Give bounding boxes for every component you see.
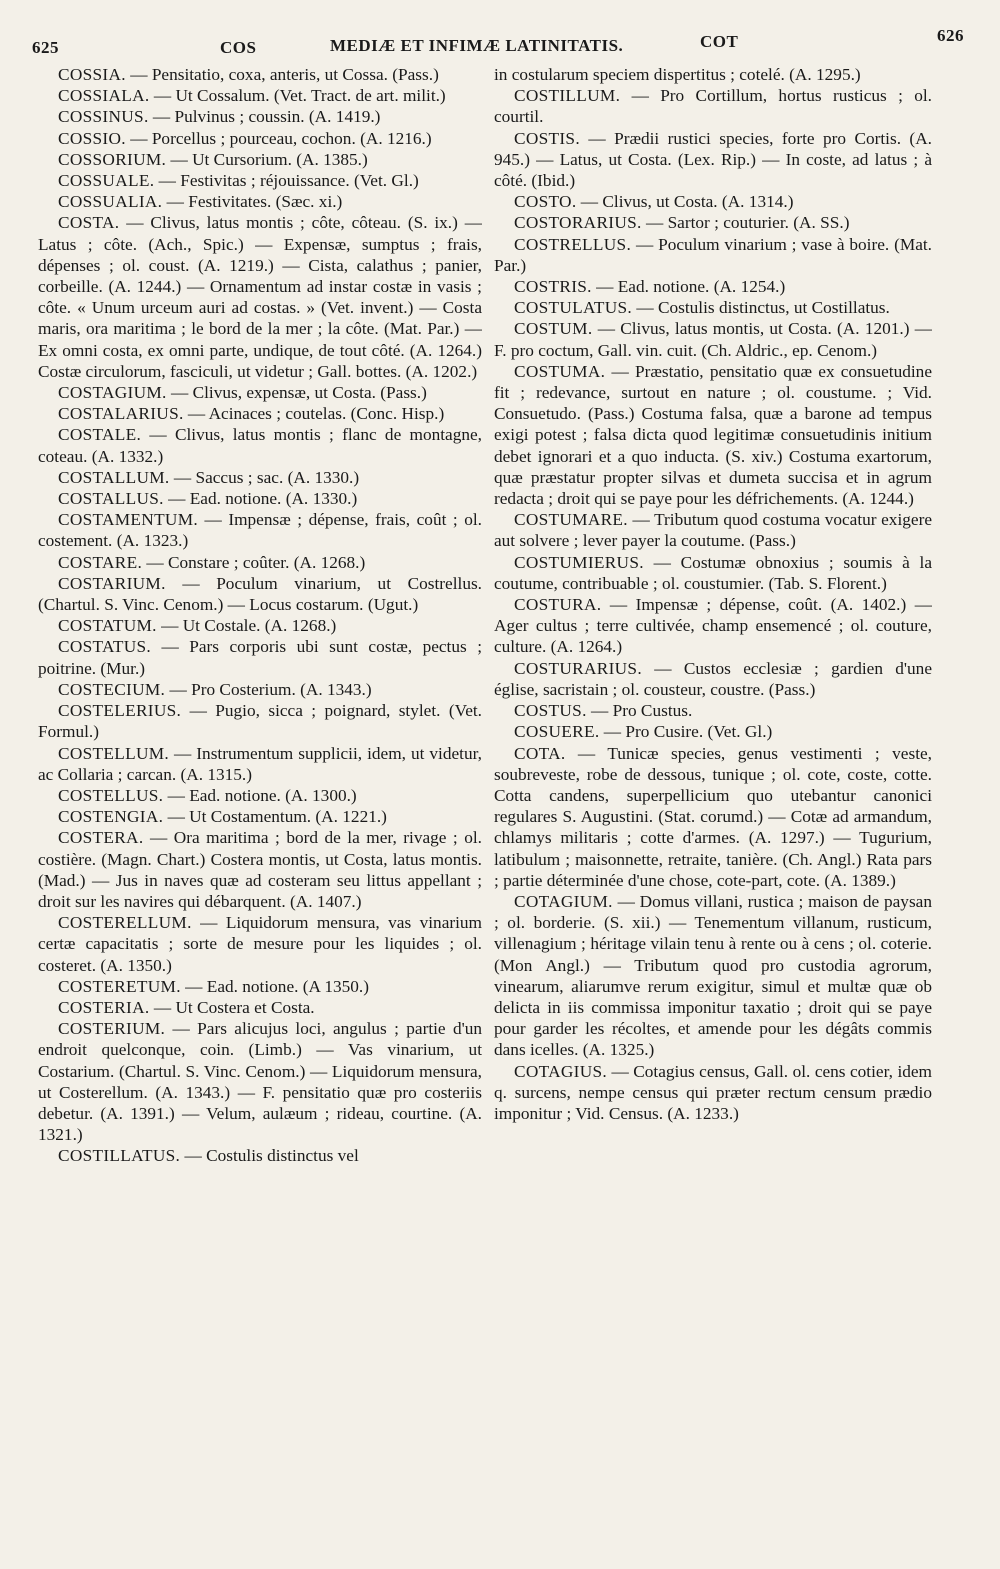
entry-definition: — Pugio, sicca ; poignard, stylet. (Vet. Formul.): [38, 701, 482, 742]
entry-headword: COSSIA.: [58, 65, 126, 84]
dictionary-entry: [38, 912, 482, 976]
entry-definition: — Ut Cossalum. (Vet. Tract. de art. milit.): [149, 86, 446, 106]
entry-definition: — Ut Costera et Costa.: [149, 997, 315, 1017]
entry-definition: — Costulis distinctus vel: [180, 1146, 359, 1166]
entry-headword: COSTUM.: [514, 319, 593, 339]
dictionary-entry: [38, 1018, 482, 1145]
entry-headword: COSTIS.: [514, 128, 580, 148]
dictionary-entry: [494, 191, 932, 212]
dictionary-entry: [494, 1061, 932, 1125]
entry-headword: COSTALLUS.: [58, 489, 164, 509]
entry-headword: COSTILLUM.: [514, 86, 621, 106]
entry-definition: — Prædii rustici species, forte pro Cortis. (A. 945.) — Latus, ut Costa. (Lex. Rip.) — In coste, ad latus ; à côté. (Ibid.): [494, 128, 932, 191]
dictionary-entry: [494, 297, 932, 318]
dictionary-entry: [494, 700, 932, 721]
dictionary-entry: [38, 106, 482, 127]
entry-definition: — Pulvinus ; coussin. (A. 1419.): [148, 107, 381, 127]
dictionary-entry: [38, 382, 482, 403]
dictionary-entry: [494, 64, 932, 85]
entry-definition: — Clivus, latus montis ; côte, côteau. (S. ix.) — Latus ; côte. (Ach., Spic.) — Expensæ, sumptus ; frais, dépenses ; ol. coust. (A. 1219.) — Cista, calathus ; panier, corbeille. (A. 1244.) — Ornamentum ad instar costæ in vasis ; côte. « Unum urceum auri ad costas. » (Vet. invent.) — Costa maris, ora maritima ; le bord de la mer ; la côte. (Mat. Par.) — Ex omni costa, ex omni parte, undique, de tout côté. (A. 1264.) Costæ circulorum, fasciculi, ut videtur ; Gall. bottes. (A. 1202.): [38, 213, 482, 381]
entry-headword: COSSIO.: [58, 128, 126, 148]
entry-definition: — Porcellus ; pourceau, cochon. (A. 1216.): [125, 128, 432, 148]
entry-definition: — Pro Custus.: [586, 701, 693, 721]
dictionary-entry: [38, 827, 482, 912]
entry-definition: — Clivus, ut Costa. (A. 1314.): [576, 192, 794, 212]
dictionary-entry: [38, 785, 482, 806]
entry-headword: COSTRIS.: [514, 277, 592, 297]
dictionary-entry: [494, 85, 932, 127]
entry-headword: COSTERETUM.: [58, 976, 181, 996]
right-column: [494, 64, 932, 1559]
entry-definition: — Pro Cortillum, hortus rusticus ; ol. courtil.: [494, 86, 932, 127]
dictionary-entry: [494, 891, 932, 1061]
entry-headword: COSTALLUM.: [58, 467, 170, 487]
entry-headword: COSTATUS.: [58, 637, 152, 657]
column-head-left: COS: [220, 38, 257, 57]
dictionary-entry: [38, 85, 482, 106]
entry-definition: in costularum speciem dispertitus ; cotelé. (A. 1295.): [494, 65, 861, 84]
entry-headword: COSTILLATUS.: [58, 1146, 181, 1166]
running-title: MEDIÆ ET INFIMÆ LATINITATIS.: [330, 36, 624, 55]
entry-definition: — Præstatio, pensitatio quæ ex consuetudine fit ; redevance, surtout en nature ; ol. coustume. ; Vid. Consuetudo. (Pass.) Costuma falsa, quæ a barone ad tempus exigi potest ; falsa dicta quod legitimæ consuetudinis initium debet ignorari et a quo inducta. (S. xiv.) Costuma exartorum, quæ præstatur propter silvas et dumeta succisa et in agrum redacta ; droit qui se paye pour les défrichements. (A. 1244.): [494, 361, 932, 509]
entry-definition: — Poculum vinarium ; vase à boire. (Mat. Par.): [494, 234, 932, 275]
dictionary-entry: [494, 212, 932, 233]
dictionary-entry: [38, 573, 482, 615]
entry-headword: COTAGIUM.: [514, 891, 613, 911]
entry-definition: — Clivus, latus montis ; flanc de montagne, coteau. (A. 1332.): [38, 425, 482, 466]
entry-headword: COSTRELLUS.: [514, 234, 632, 254]
entry-headword: COTAGIUS.: [514, 1061, 608, 1081]
entry-headword: COSTAGIUM.: [58, 383, 167, 403]
entry-headword: COSTERELLUM.: [58, 913, 192, 933]
dictionary-entry: [38, 488, 482, 509]
entry-headword: COSSIALA.: [58, 86, 150, 106]
entry-definition: — Ead. notione. (A. 1254.): [591, 277, 786, 297]
dictionary-entry: [38, 424, 482, 466]
dictionary-entry: [494, 509, 932, 551]
dictionary-entry: [38, 64, 482, 85]
entry-definition: — Ut Costale. (A. 1268.): [156, 616, 337, 636]
entry-headword: COSTECIUM.: [58, 679, 166, 699]
dictionary-entry: [38, 636, 482, 678]
dictionary-entry: [494, 276, 932, 297]
dictionary-entry: [494, 234, 932, 276]
dictionary-entry: [38, 149, 482, 170]
entry-headword: COSTORARIUS.: [514, 213, 642, 233]
entry-definition: — Festivitas ; réjouissance. (Vet. Gl.): [154, 171, 419, 191]
entry-definition: — Instrumentum supplicii, idem, ut videtur, ac Collaria ; carcan. (A. 1315.): [38, 743, 482, 784]
entry-headword: COSTARE.: [58, 552, 143, 572]
entry-headword: COSTALE.: [58, 425, 142, 445]
dictionary-entry: [494, 721, 932, 742]
dictionary-entry: [38, 191, 482, 212]
entry-definition: — Clivus, latus montis, ut Costa. (A. 1201.) — F. pro coctum, Gall. vin. cuit. (Ch. Aldric., ep. Cenom.): [494, 319, 932, 360]
entry-definition: — Tunicæ species, genus vestimenti ; veste, soubreveste, robe de dessous, tunique ; ol. cote, coste, cotte. Cotta candens, superpellicium quo utebantur canonici regulares S. Augustini. (Stat. corumd.) — Cotæ ad armandum, chlamys militaris ; cotte d'armes. (A. 1297.) — Tugurium, latibulum ; maisonnette, retraite, tanière. (Ch. Angl.) Rata pars ; partie déterminée d'une chose, cote-part, cote. (A. 1389.): [494, 743, 932, 890]
dictionary-entry: [38, 806, 482, 827]
entry-definition: — Tributum quod costuma vocatur exigere aut solvere ; lever payer la coutume. (Pass.): [494, 510, 932, 551]
entry-headword: COSTERIUM.: [58, 1019, 166, 1039]
entry-headword: COSTELLUM.: [58, 743, 170, 763]
entry-definition: — Pro Costerium. (A. 1343.): [165, 679, 372, 699]
left-column: [38, 64, 482, 1559]
entry-definition: — Liquidorum mensura, vas vinarium certæ capacitatis ; sorte de mesure pour les liquides ; ol. costeret. (A. 1350.): [38, 913, 482, 975]
dictionary-entry: [494, 594, 932, 658]
entry-definition: — Pensitatio, coxa, anteris, ut Cossa. (Pass.): [125, 65, 439, 84]
dictionary-entry: [38, 509, 482, 551]
entry-headword: COSTURA.: [514, 595, 602, 615]
entry-headword: COSTERA.: [58, 828, 144, 848]
dictionary-entry: [38, 679, 482, 700]
entry-definition: — Cotagius census, Gall. ol. cens cotier, idem q. surcens, nempe census qui præter rectum censum prædio imponitur ; Vid. Census. (A. 1233.): [494, 1061, 932, 1123]
entry-headword: COSTERIA.: [58, 997, 150, 1017]
entry-headword: COSTUMA.: [514, 361, 606, 381]
entry-headword: COSTULATUS.: [514, 298, 633, 318]
dictionary-entry: [38, 1145, 482, 1166]
entry-definition: — Acinaces ; coutelas. (Conc. Hisp.): [183, 404, 445, 424]
page-header: [30, 24, 970, 64]
dictionary-entry: [494, 128, 932, 192]
entry-headword: COSTATUM.: [58, 616, 157, 636]
entry-definition: — Constare ; coûter. (A. 1268.): [142, 552, 366, 572]
entry-definition: — Ead. notione. (A. 1300.): [163, 785, 357, 805]
entry-headword: COSSORIUM.: [58, 149, 167, 169]
entry-definition: — Domus villani, rustica ; maison de paysan ; ol. borderie. (S. xii.) — Tenementum villanum, rusticum, villenagium ; héritage vilain tenu à rente ou à cens ; ol. coterie. (Mon Angl.) — Tributum quod pro custodia agrorum, vinearum, aliarumve rerum exigitur, simul et multæ quæ ob delicta in iis commissa imponitur taxatio ; droit qui se paye pour garder les récoltes, et amende pour les dégâts commis dans icelles. (A. 1325.): [494, 891, 932, 1060]
dictionary-entry: [38, 403, 482, 424]
entry-headword: COSTUS.: [514, 701, 587, 721]
dictionary-entry: [494, 552, 932, 594]
dictionary-entry: [38, 700, 482, 742]
entry-headword: COSTELLUS.: [58, 785, 164, 805]
entry-headword: COSSINUS.: [58, 107, 149, 127]
dictionary-entry: [38, 743, 482, 785]
entry-headword: COSTENGIA.: [58, 807, 164, 827]
entry-definition: — Pars alicujus loci, angulus ; partie d'un endroit quelconque, coin. (Limb.) — Vas vinarium, ut Costarium. (Chartul. S. Vinc. Cenom.) — Liquidorum mensura, ut Costerellum. (A. 1343.) — F. pensitatio quæ pro costeriis debetur. (A. 1391.) — Velum, aulæum ; rideau, courtine. (A. 1321.): [38, 1019, 482, 1145]
entry-definition: — Costumæ obnoxius ; soumis à la coutume, contribuable ; ol. coustumier. (Tab. S. Florent.): [494, 552, 932, 593]
entry-headword: COSTURARIUS.: [514, 658, 642, 678]
entry-headword: COSSUALIA.: [58, 192, 163, 212]
entry-definition: — Ead. notione. (A 1350.): [180, 976, 369, 996]
page-number-left: 625: [32, 38, 59, 57]
dictionary-entry: [38, 212, 482, 382]
column-head-right: COT: [700, 32, 739, 51]
entry-headword: COSTO.: [514, 192, 577, 212]
page-number-right: 626: [937, 26, 964, 45]
entry-headword: COSTUMIERUS.: [514, 552, 644, 572]
entry-headword: COTA.: [514, 743, 566, 763]
entry-definition: — Pro Cusire. (Vet. Gl.): [599, 722, 773, 742]
dictionary-entry: [494, 318, 932, 360]
entry-headword: COSTA.: [58, 213, 120, 233]
entry-headword: COSTAMENTUM.: [58, 510, 198, 530]
entry-definition: — Costulis distinctus, ut Costillatus.: [632, 298, 890, 318]
entry-definition: — Ead. notione. (A. 1330.): [163, 489, 358, 509]
entry-definition: — Impensæ ; dépense, coût. (A. 1402.) — Ager cultus ; terre cultivée, champ ensemencé ; ol. couture, culture. (A. 1264.): [494, 595, 932, 657]
dictionary-entry: [38, 552, 482, 573]
entry-headword: COSTELERIUS.: [58, 701, 182, 721]
dictionary-entry: [494, 658, 932, 700]
entry-headword: COSTARIUM.: [58, 573, 166, 593]
entry-definition: — Pars corporis ubi sunt costæ, pectus ; poitrine. (Mur.): [38, 637, 482, 678]
entry-headword: COSUERE.: [514, 722, 600, 742]
entry-definition: — Festivitates. (Sæc. xi.): [162, 192, 343, 212]
entry-headword: COSSUALE.: [58, 171, 155, 191]
dictionary-entry: [494, 743, 932, 891]
dictionary-entry: [38, 170, 482, 191]
entry-definition: — Ut Costamentum. (A. 1221.): [163, 807, 387, 827]
entry-definition: — Clivus, expensæ, ut Costa. (Pass.): [166, 383, 427, 403]
dictionary-entry: [38, 467, 482, 488]
dictionary-entry: [38, 997, 482, 1018]
entry-definition: — Poculum vinarium, ut Costrellus. (Chartul. S. Vinc. Cenom.) — Locus costarum. (Ugut.): [38, 573, 482, 615]
dictionary-entry: [38, 976, 482, 997]
entry-headword: COSTUMARE.: [514, 510, 628, 530]
entry-definition: — Custos ecclesiæ ; gardien d'une église, sacristain ; ol. cousteur, coustre. (Pass.): [494, 658, 932, 699]
dictionary-entry: [494, 361, 932, 509]
dictionary-entry: [38, 128, 482, 149]
entry-definition: — Saccus ; sac. (A. 1330.): [169, 467, 360, 487]
entry-definition: — Ut Cursorium. (A. 1385.): [166, 149, 368, 169]
entry-definition: — Ora maritima ; bord de la mer, rivage ; ol. costière. (Magn. Chart.) Costera montis, ut Costa, latus montis. (Mad.) — Jus in naves quæ ad costeram seu littus appellant ; droit sur les navires qui débarquent. (A. 1407.): [38, 828, 482, 911]
dictionary-entry: [38, 615, 482, 636]
entry-definition: — Impensæ ; dépense, frais, coût ; ol. costement. (A. 1323.): [38, 510, 482, 551]
entry-headword: COSTALARIUS.: [58, 404, 184, 424]
entry-definition: — Sartor ; couturier. (A. SS.): [641, 213, 850, 233]
